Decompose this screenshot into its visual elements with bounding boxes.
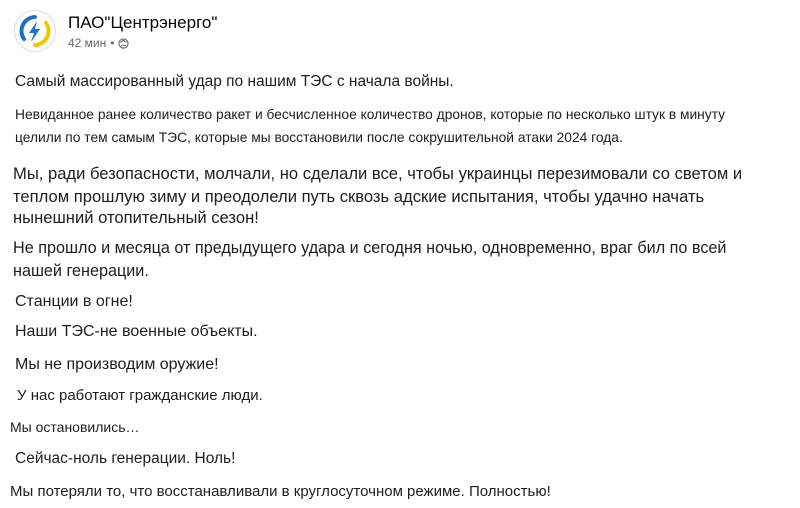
post-text-line: целили по тем самым ТЭС, которые мы восстановили после сокрушительной атаки 2024 года. <box>15 130 623 145</box>
post-text-line: Наши ТЭС-не военные объекты. <box>15 323 258 340</box>
post-text-line: Мы остановились… <box>10 419 140 435</box>
post-text-line: Мы не производим оружие! <box>15 356 219 373</box>
separator-dot: • <box>110 36 115 50</box>
page-name[interactable]: ПАО"Центрэнерго" <box>68 13 218 32</box>
post-text-line: Станции в огне! <box>15 293 133 310</box>
post-text-line: Самый массированный удар по нашим ТЭС с начала войны. <box>15 73 454 90</box>
post-text-line: Мы потеряли то, что восстанавливали в круглосуточном режиме. Полностью! <box>10 483 551 500</box>
post-header <box>14 10 217 60</box>
post-time[interactable]: 42 мин <box>68 36 107 50</box>
globe-icon[interactable] <box>118 38 129 49</box>
post-text-line: Сейчас-ноль генерации. Ноль! <box>15 450 236 467</box>
post-text-line: Не прошло и месяца от предыдущего удара и сегодня ночью, одновременно, враг бил по всей <box>13 239 727 257</box>
post-text-line: нашей генерации. <box>13 262 149 280</box>
post-text-line: Мы, ради безопасности, молчали, но сделали все, чтобы украинцы перезимовали со светом и <box>13 164 743 183</box>
post-text-line: У нас работают гражданские люди. <box>17 387 263 404</box>
post-text-line: теплом прошлую зиму и преодолели путь сквозь адские испытания, чтобы удачно начать <box>13 187 705 206</box>
lightning-bolt-logo-icon <box>18 14 52 48</box>
post-info <box>68 36 217 50</box>
page-avatar[interactable] <box>14 10 56 52</box>
post-text-line: Невиданное ранее количество ракет и бесчисленное количество дронов, которые по несколько штук в минуту <box>15 107 726 122</box>
post-text-line: нынешний отопительный сезон! <box>13 208 259 227</box>
